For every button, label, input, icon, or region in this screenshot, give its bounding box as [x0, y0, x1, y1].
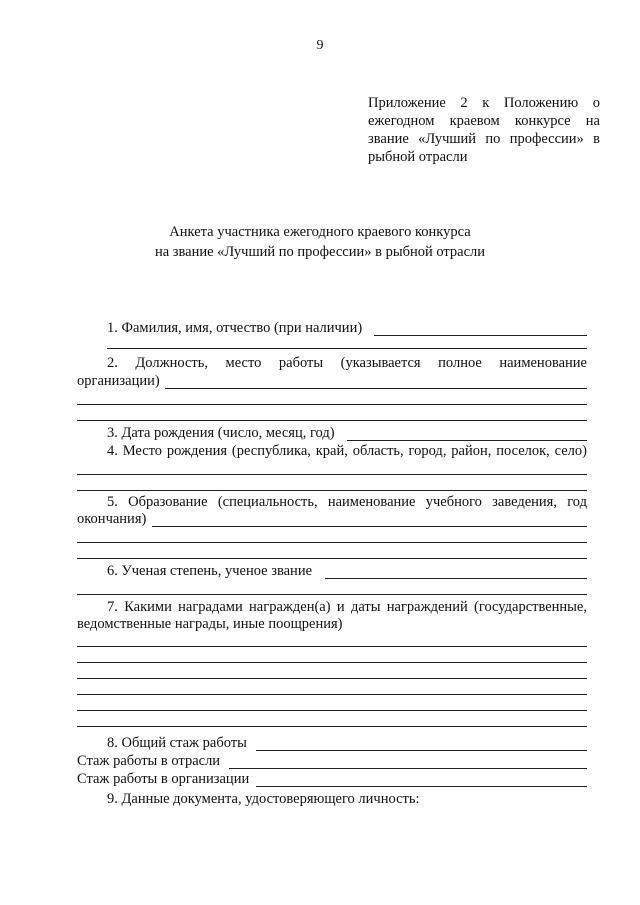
education-answer-line[interactable]: [152, 526, 587, 527]
birth-date-answer-line[interactable]: [347, 440, 587, 441]
birth-place-answer-line-2[interactable]: [77, 490, 587, 491]
awards-answer-line-3[interactable]: [77, 678, 587, 679]
birth-place-answer-line[interactable]: [77, 474, 587, 475]
org-experience-answer-line[interactable]: [256, 786, 587, 787]
field-awards-label: 7. Какими наградами награжден(а) и даты награждений (государственные,: [107, 599, 587, 615]
position-answer-line-2[interactable]: [77, 404, 587, 405]
education-answer-line-2[interactable]: [77, 542, 587, 543]
awards-answer-line[interactable]: [77, 646, 587, 647]
position-answer-line-3[interactable]: [77, 420, 587, 421]
education-answer-line-3[interactable]: [77, 558, 587, 559]
field-id-document-label: 9. Данные документа, удостоверяющего личность:: [107, 791, 420, 807]
field-awards-label-cont: ведомственные награды, иные поощрения): [77, 616, 343, 632]
awards-answer-line-6[interactable]: [77, 726, 587, 727]
form-title-line-1: Анкета участника ежегодного краевого конкурса: [169, 224, 471, 240]
field-industry-experience-label: Стаж работы в отрасли: [77, 753, 221, 769]
field-full-name-label: 1. Фамилия, имя, отчество (при наличии): [107, 320, 363, 336]
degree-answer-line-2[interactable]: [77, 594, 587, 595]
field-degree-label: 6. Ученая степень, ученое звание: [107, 563, 313, 579]
awards-answer-line-4[interactable]: [77, 694, 587, 695]
position-answer-line[interactable]: [165, 388, 587, 389]
field-birth-place-label: 4. Место рождения (республика, край, область, город, район, поселок, село): [107, 443, 587, 459]
appendix-note: Приложение 2 к Положению о ежегодном краевом конкурсе на звание «Лучший по профессии» в рыбной отрасли: [368, 95, 600, 165]
field-birth-date-label: 3. Дата рождения (число, месяц, год): [107, 425, 335, 441]
total-experience-answer-line[interactable]: [256, 750, 587, 751]
form-title-line-2: на звание «Лучший по профессии» в рыбной отрасли: [154, 244, 486, 260]
field-total-experience-label: 8. Общий стаж работы: [107, 735, 247, 751]
field-position-label-cont: организации): [77, 373, 160, 389]
awards-answer-line-2[interactable]: [77, 662, 587, 663]
awards-answer-line-5[interactable]: [77, 710, 587, 711]
field-org-experience-label: Стаж работы в организации: [77, 771, 250, 787]
field-position-label: 2. Должность, место работы (указывается полное наименование: [107, 355, 587, 371]
page-number: 9: [316, 38, 324, 53]
full-name-answer-line-2[interactable]: [107, 348, 587, 349]
degree-answer-line[interactable]: [325, 578, 587, 579]
full-name-answer-line[interactable]: [374, 335, 587, 336]
field-education-label: 5. Образование (специальность, наименование учебного заведения, год: [107, 494, 587, 510]
industry-experience-answer-line[interactable]: [229, 768, 587, 769]
field-education-label-cont: окончания): [77, 511, 147, 527]
